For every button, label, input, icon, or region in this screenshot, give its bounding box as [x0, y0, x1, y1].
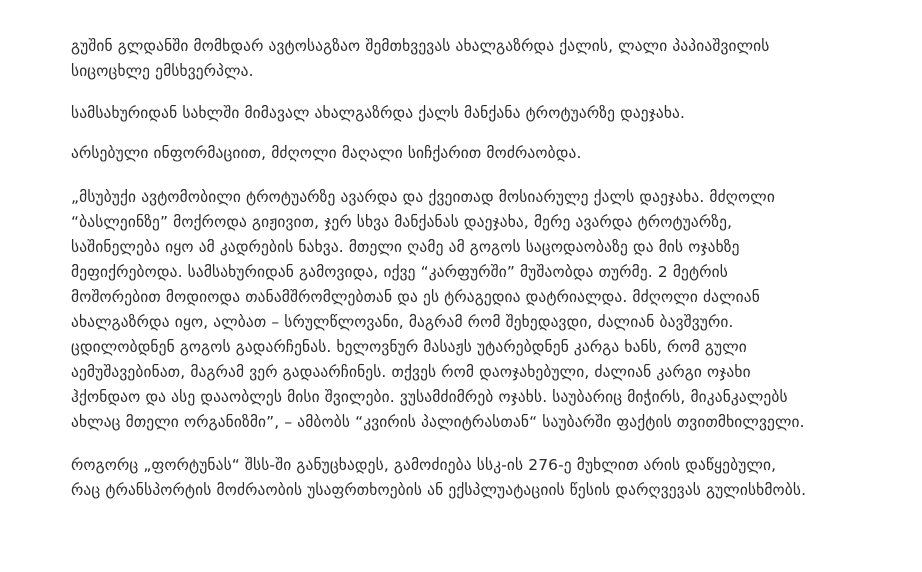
paragraph-line: ჰქონდაო და ასე დააობლეს მისი შვილები. ვუსამძიმრებ ოჯახს. საუბარიც მიჭირს, მიკანკალებს: [71, 388, 788, 406]
paragraph-line: „მსუბუქი ავტომობილი ტროტუარზე ავარდა და ქვეითად მოსიარულე ქალს დაეჯახა. მძღოლი: [71, 188, 775, 206]
article-paragraph: [71, 453, 921, 503]
article-body: [71, 34, 921, 518]
paragraph-line: მეფიქრებოდა. სამსახურიდან გამოვიდა, იქვე “კარფურში” მუშაობდა თურმე. 2 მეტრის: [71, 263, 728, 281]
paragraph-line: მოშორებით მოდიოდა თანამშრომლებთან და ეს ტრაგედია დატრიალდა. მძღოლი ძალიან: [71, 288, 760, 306]
article-paragraph: [71, 141, 921, 166]
paragraph-line: ახალგაზრდა იყო, ალბათ – სრულწლოვანი, მაგრამ რომ შეხედავდი, ძალიან ბავშვური.: [71, 313, 734, 331]
paragraph-line: როგორც „ფორტუნას“ შსს-ში განუცხადეს, გამოძიება სსკ-ის 276-ე მუხლით არის დაწყებული,: [71, 456, 777, 474]
article-quote-paragraph: [71, 185, 921, 435]
paragraph-line: ახლაც მთელი ორგანიზმი”, – ამბობს “კვირის პალიტრასთან“ საუბარში ფაქტის თვითმხილველი.: [71, 413, 805, 431]
paragraph-line: აემუშავებინათ, მაგრამ ვერ გადაარჩინეს. თქვეს რომ დაოჯახებული, ძალიან კარგი ოჯახი: [71, 363, 751, 381]
article-paragraph: [71, 34, 921, 84]
paragraph-line: არსებული ინფორმაციით, მძღოლი მაღალი სიჩქარით მოძრაობდა.: [71, 144, 582, 162]
paragraph-line: რაც ტრანსპორტის მოძრაობის უსაფრთხოების ან ექსპლუატაციის წესის დარღვევას გულისხმობს.: [71, 481, 807, 499]
paragraph-line: საშინელება იყო ამ კადრების ნახვა. მთელი ღამე ამ გოგოს საცოდაობაზე და მის ოჯახზე: [71, 238, 740, 256]
paragraph-line: “ბასლეინზე” მოქროდა გიჟივით, ჯერ სხვა მანქანას დაეჯახა, მერე ავარდა ტროტუარზე,: [71, 213, 733, 231]
paragraph-line: სიცოცხლე ემსხვერპლა.: [71, 62, 254, 80]
paragraph-line: გუშინ გლდანში მომხდარ ავტოსაგზაო შემთხვევას ახალგაზრდა ქალის, ლალი პაპიაშვილის: [71, 37, 770, 55]
article-paragraph: [71, 101, 921, 126]
paragraph-line: ცდილობდნენ გოგოს გადარჩენას. ხელოვნურ მასაჟს უტარებდნენ კარგა ხანს, რომ გული: [71, 338, 747, 356]
paragraph-line: სამსახურიდან სახლში მიმავალ ახალგაზრდა ქალს მანქანა ტროტუარზე დაეჯახა.: [71, 104, 686, 122]
